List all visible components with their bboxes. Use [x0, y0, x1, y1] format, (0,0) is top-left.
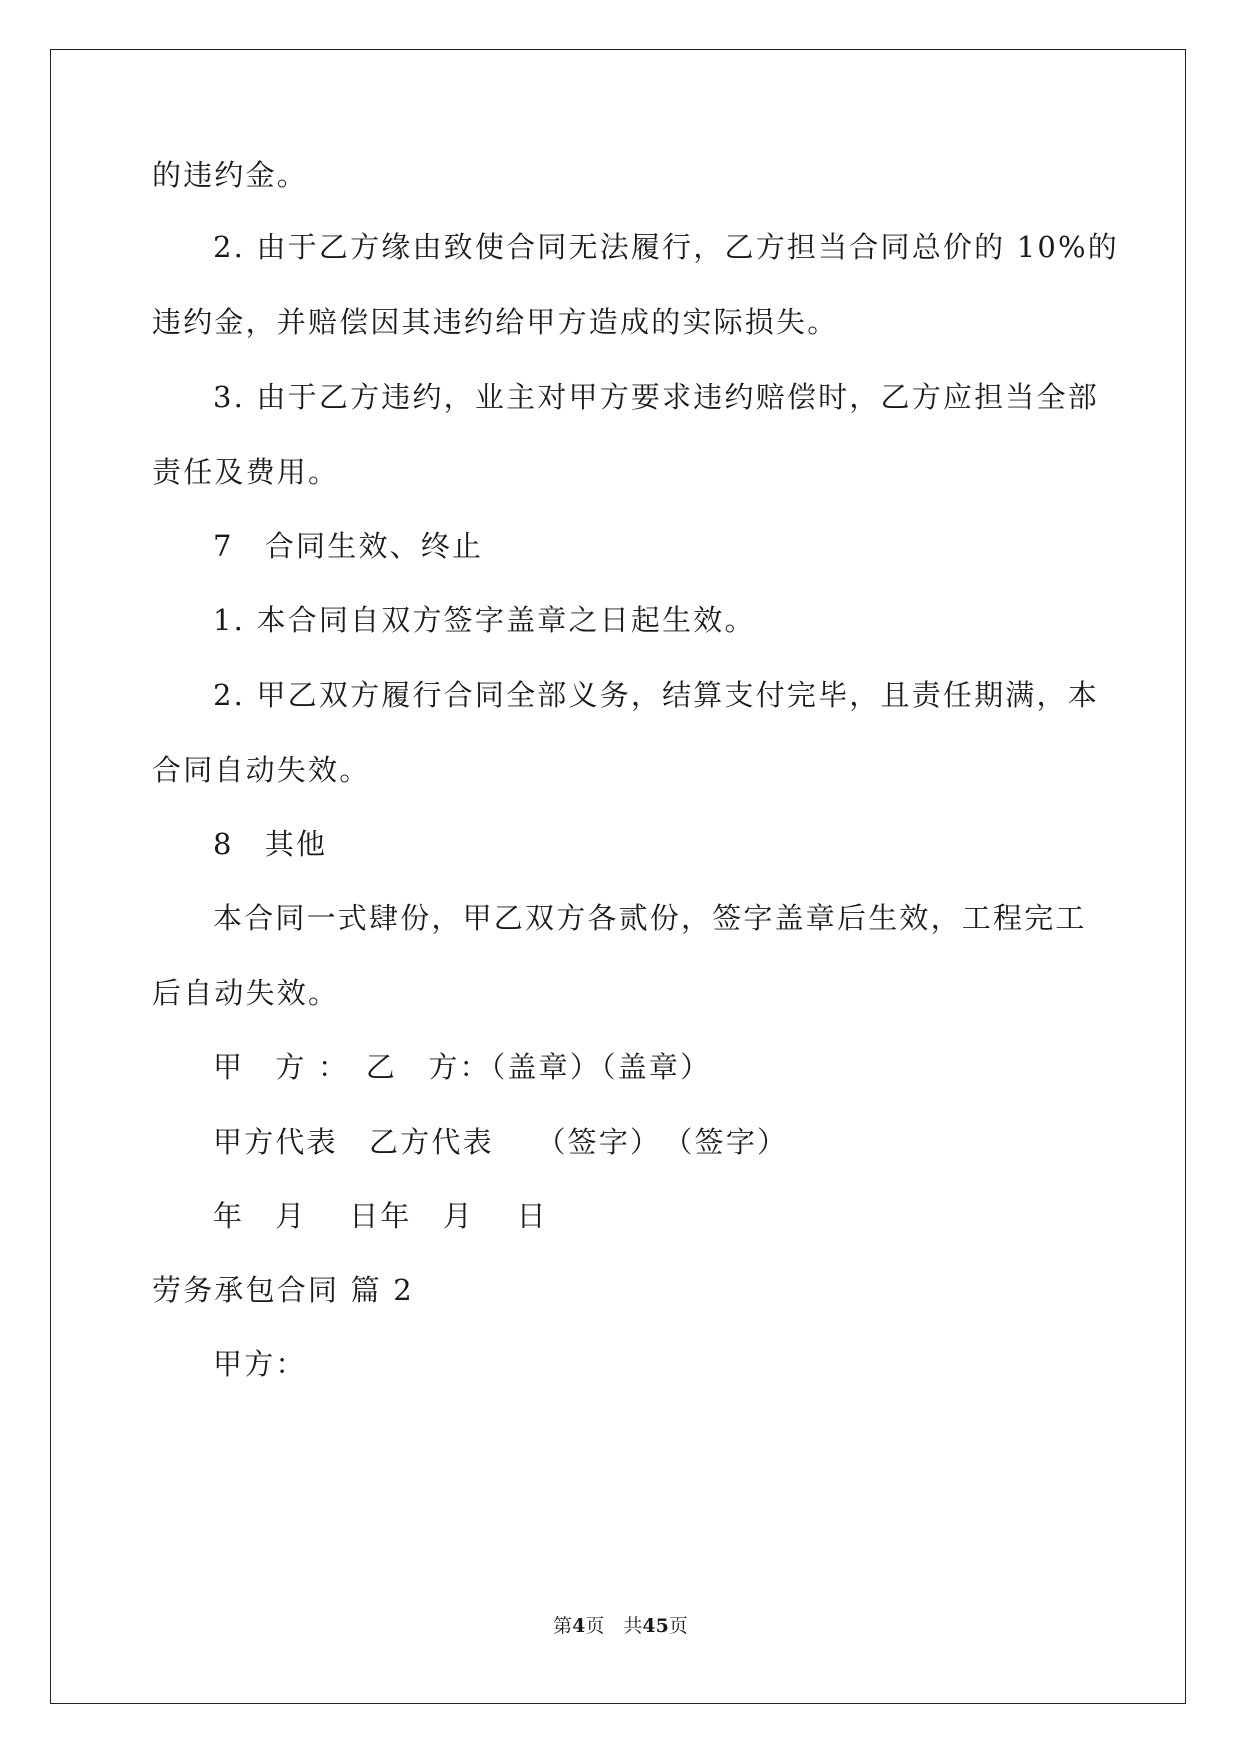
text-line-5: 责任及费用。 [152, 455, 340, 489]
signature-representative-line: 甲方代表 乙方代表 （签字） （签字） [213, 1125, 789, 1159]
footer-current-page: 4 [572, 1615, 586, 1637]
contract-title-part-2: 劳务承包合同 篇 2 [152, 1273, 414, 1307]
text-line-11: 本合同一式肆份，甲乙双方各贰份，签字盖章后生效，工程完工 [213, 901, 1087, 935]
text-line-9: 合同自动失效。 [152, 753, 371, 787]
signature-party-line: 甲 方 ： 乙 方：（盖章）（盖章） [213, 1050, 712, 1084]
text-line-12: 后自动失效。 [152, 976, 340, 1010]
signature-date-line: 年 月 日年 月 日 [213, 1199, 548, 1233]
text-line-4: 3. 由于乙方违约，业主对甲方要求违约赔偿时，乙方应担当全部 [213, 380, 1099, 414]
footer-total-pages: 45 [642, 1615, 669, 1637]
party-a-label: 甲方： [213, 1347, 307, 1381]
section-heading-7: 7 合同生效、终止 [213, 529, 484, 563]
page-footer [0, 1614, 1241, 1638]
footer-mid: 页 共 [585, 1615, 643, 1637]
text-line-8: 2. 甲乙双方履行合同全部义务，结算支付完毕，且责任期满，本 [213, 678, 1099, 712]
page-border [50, 49, 1186, 1704]
section-heading-8: 8 其他 [213, 827, 328, 861]
text-line-7: 1. 本合同自双方签字盖章之日起生效。 [213, 603, 756, 637]
footer-prefix: 第 [553, 1615, 573, 1637]
footer-suffix: 页 [668, 1615, 688, 1637]
text-line-1: 的违约金。 [152, 158, 309, 192]
text-line-3: 违约金，并赔偿因其违约给甲方造成的实际损失。 [152, 305, 839, 339]
text-line-2: 2. 由于乙方缘由致使合同无法履行，乙方担当合同总价的 10%的 [213, 230, 1119, 264]
